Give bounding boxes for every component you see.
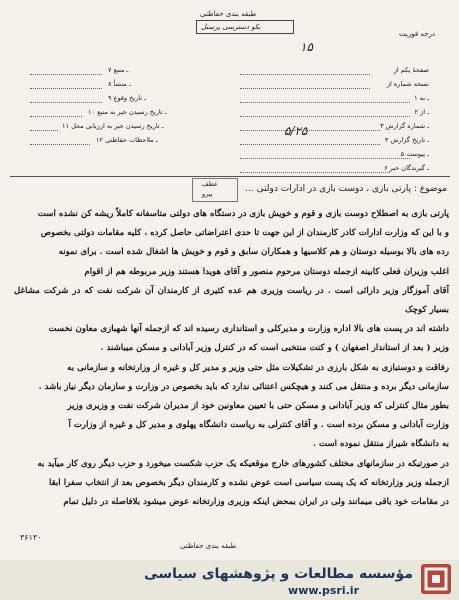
- field-page: صفحهٔ یکم از: [393, 66, 429, 74]
- body-line: سازمانی دیگر برده و منتقل می کنند و هیچکس اعتنائی ندارد که باید بخصوص در وزارت و سازمان دیگر نیاز باشد .: [38, 381, 449, 392]
- stamp-box: [196, 20, 294, 34]
- body-line: رفاقت و دوستبازی به شکل بارزی در تشکیلات مثل حتی وزیر و مدیر کل و غیره از وزارتخانه و سازمانی به: [67, 362, 449, 373]
- report-body: [14, 205, 449, 512]
- field-report-number: ۳ ـ شماره گزارش: [380, 122, 429, 130]
- page-number: ۳۶۱۳۰: [20, 533, 42, 542]
- field-event-date: ۹ ـ تاریخ وقوع: [108, 94, 147, 102]
- classification-header: طبقه بندی حفاظتی: [200, 10, 257, 18]
- body-line: رده های بالا بوسیله دوستان و هم کلاسیها و همکاران سابق و قوم و خویش ها اشغال شده است . برای نمونه: [58, 247, 449, 258]
- body-line: پارتی بازی به اصطلاح دوست بازی و قوم و خویش بازی در دستگاه های دولتی متاسفانه کاملاً ریشه کن نشده است: [37, 209, 449, 219]
- priority-label: درجه فوریت: [399, 30, 435, 38]
- body-line: ازجمله وزیر وزارتخانه که یک پست سیاسی است عوض نشده و کارمندان دیگر بخصوص بعد از انتخاب سفرا ابقا: [48, 477, 449, 488]
- field-report-date: ۴ ـ تاریخ گزارش: [384, 136, 429, 144]
- body-line: وزیر ( بعد از استاندار اصفهان ) و کنت منتخبی است که در کنترل وزیر آبادانی و مسکن میباشند .: [100, 343, 449, 354]
- body-line: داشته اند در پست های بالا اداره وزارت و مدیرکلی و استانداری رسیده اند که ازجمله آنها شهبازی معاون نخست: [48, 324, 449, 335]
- subject-line: موضوع : پارتی بازی ، دوست بازی در ادارات دولتی ...: [245, 184, 447, 194]
- institute-logo-icon: [421, 564, 451, 594]
- field-from: ۲ ـ از: [414, 108, 429, 116]
- institute-url[interactable]: www.psri.ir: [288, 584, 359, 597]
- ref-label-atf: عطف: [202, 180, 218, 188]
- ref-label-peyro: پیرو: [202, 190, 213, 198]
- body-line: در صورتیکه در سازمانهای مختلف کشورهای خارج موقعیکه یک حزب شکست میخورد و حزب دیگر روی کار میآید به: [37, 458, 449, 469]
- institute-name: مؤسسه مطالعات و پژوهشهای سیاسی: [144, 566, 413, 582]
- classification-footer: طبقه بندی حفاظتی: [180, 542, 237, 550]
- watermark-banner: [0, 560, 459, 600]
- stamp-text: بکو دسترسی پرسنل: [201, 23, 261, 31]
- field-recipients: ۶ ـ گیرندگان خبر: [384, 164, 429, 172]
- body-line: در مقامات خود باقی میمانند ولی در ایران بمحض اینکه وزیری وزارتخانه عوض میشود بلافاصله در دلیل تمام: [63, 497, 449, 508]
- field-copy-number: نسخه شماره از: [386, 80, 429, 88]
- body-line: آقای آموزگار وزیر دارائی است . در ریاست وزیری هم عده کثیری از کارمندان آن شرکت نفت که در شرکت مشاغل بسیار کوچک: [14, 285, 449, 316]
- body-line: و با این که وزارت ادارات کادر کارمندان از این جهت تا حدی اعتراضاتی حاصل کرده ، کلیه مقامات دولتی بخصوص: [40, 228, 449, 239]
- field-origin: ۸ ـ منشأ: [108, 80, 131, 88]
- handwritten-mid-number: ۵/۲۵: [284, 124, 308, 138]
- handwritten-top-number: ۱۵: [300, 40, 313, 54]
- body-line: به دانشگاه شیراز منتقل نموده است .: [313, 439, 449, 450]
- body-line: بطور مثال کنترلی که وزیر آبادانی و مسکن حتی با تعیین معاونین خود از مدیران شرکت نفت و وزیری وزیر: [67, 401, 449, 412]
- field-attachment: ۵ ـ پیوست: [400, 150, 429, 158]
- field-to: ۱ ـ به: [414, 94, 429, 102]
- field-source: ۷ ـ منبع: [108, 66, 129, 74]
- header-divider: [10, 176, 450, 177]
- body-line: اغلب وزیران فعلی کابینه ازجمله دوستان مرحوم منصور و آقای هویدا هستند وزیر مربوطه هم از اقوام: [84, 266, 449, 277]
- body-line: وزارت آبادانی و مسکن برده است . و آقای کنترلی به ریاست دانشگاه پهلوی و مدیر کل و غیره از وزارت آ: [68, 420, 449, 431]
- field-date-to-source: ۱۰ ـ تاریخ رسیدن خبر به منبع: [88, 108, 167, 116]
- field-date-to-evaluation: ۱۱ ـ تاریخ رسیدن خبر به ارزیابی محل: [62, 122, 164, 130]
- field-security-notes: ۱۲ ـ ملاحظات حفاظتی: [96, 136, 158, 144]
